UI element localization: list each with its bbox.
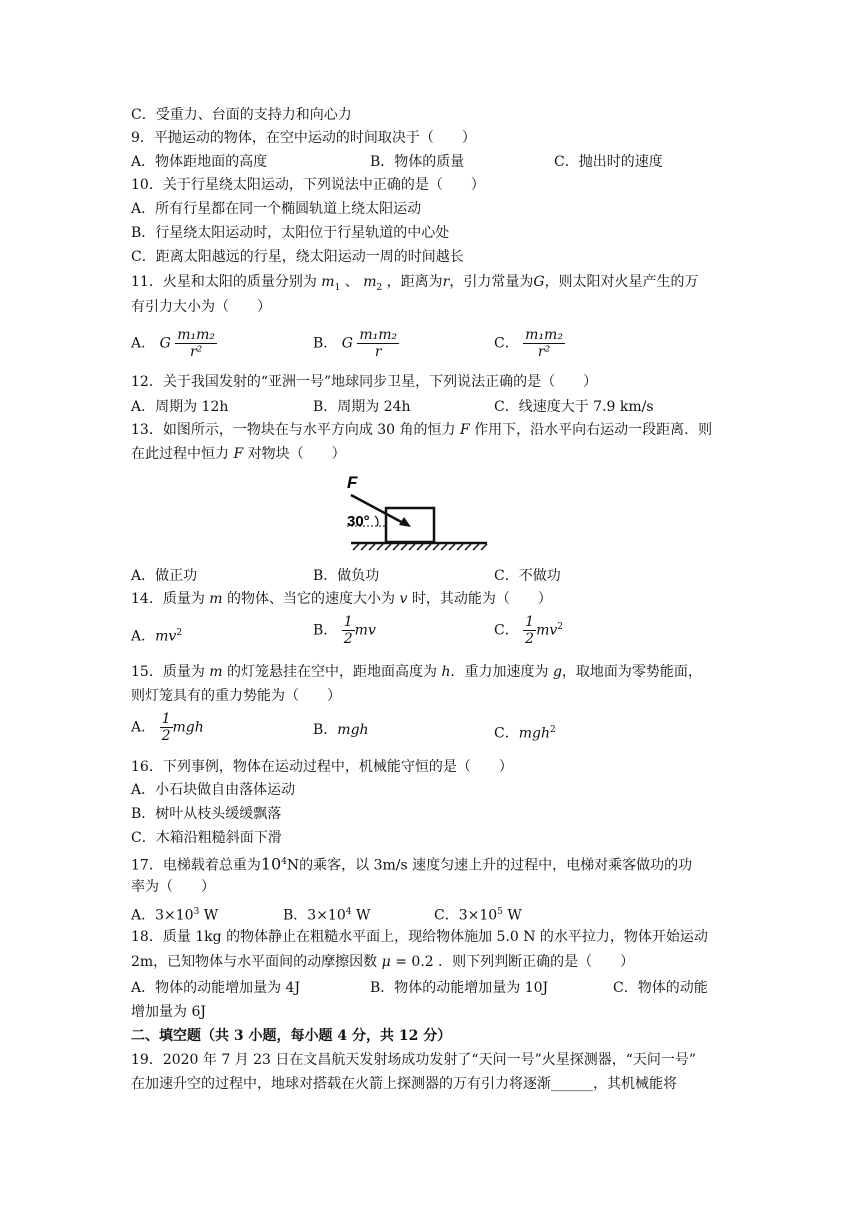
q15-stem-line2: 则灯笼具有的重力势能为（ ） bbox=[131, 688, 341, 704]
q10-stem: 10．关于行星绕太阳运动，下列说法中正确的是（ ） bbox=[131, 177, 485, 193]
q13-stem-line1: 13．如图所示，一物块在与水平方向成 30 角的恒力 F 作用下，沿水平向右运动一段距离．则 bbox=[131, 422, 713, 438]
q19-stem-line1: 19．2020 年 7 月 23 日在文昌航天发射场成功发射了“天问一号”火星探测器，“天问一号” bbox=[131, 1052, 697, 1068]
q9-stem: 9．平抛运动的物体，在空中运动的时间取决于（ ） bbox=[131, 130, 476, 146]
q14-option-c: C． $\frac{1}{2}$ $mv^2$ bbox=[494, 614, 564, 647]
q10-option-b: B．行星绕太阳运动时，太阳位于行星轨道的中心处 bbox=[131, 225, 450, 241]
q19-stem-line2: 在加速升空的过程中，地球对搭载在火箭上探测器的万有引力将逐渐______，其机械能将 bbox=[131, 1076, 677, 1092]
q14-option-b: B． $\frac{1}{2}$ mv bbox=[313, 614, 376, 647]
q13-option-b: B．做负功 bbox=[313, 568, 380, 584]
q12-option-a: A．周期为 12h bbox=[131, 399, 229, 415]
q13-figure bbox=[345, 470, 490, 560]
q12-option-b: B．周期为 24h bbox=[313, 399, 411, 415]
q18-stem-line2: 2m，已知物体与水平面间的动摩擦因数 μ = 0.2 ．则下列判断正确的是（ ） bbox=[131, 954, 635, 970]
q14-stem: 14．质量为 m 的物体、当它的速度大小为 v 时，其动能为（ ） bbox=[131, 591, 552, 607]
block bbox=[386, 508, 434, 542]
q14-option-a: A．$mv^2$ bbox=[131, 628, 183, 645]
q11-stem-line1: 11．火星和太阳的质量分别为 $m_1$ 、 $m_2$ ，距离为r，引力常量为G，则太阳对火星产生的万 bbox=[131, 274, 699, 293]
q9-option-a: A．物体距地面的高度 bbox=[131, 154, 268, 170]
q11-option-c: C． $\frac{\text{m₁m₂}}{\text{r²}}$ bbox=[494, 327, 563, 360]
q15-option-c: C．mgh$^2$ bbox=[494, 725, 556, 742]
angle-label: 30° bbox=[347, 513, 370, 530]
q10-option-a: A．所有行星都在同一个椭圆轨道上绕太阳运动 bbox=[131, 201, 422, 217]
section-2-heading: 二、填空题（共 3 小题，每小题 4 分，共 12 分） bbox=[131, 1028, 452, 1044]
q13-option-c: C．不做功 bbox=[494, 568, 561, 584]
q11-option-a: A． G $\frac{\text{m₁m₂}}{\text{r²}}$ bbox=[131, 327, 215, 360]
q9-option-b: B．物体的质量 bbox=[370, 154, 465, 170]
q13-option-a: A．做正功 bbox=[131, 568, 198, 584]
q8-option-c: C．受重力、台面的支持力和向心力 bbox=[131, 107, 352, 123]
q16-stem: 16．下列事例，物体在运动过程中，机械能守恒的是（ ） bbox=[131, 759, 513, 775]
q17-stem-line2: 率为（ ） bbox=[131, 879, 215, 895]
q15-option-a: A． $\frac{1}{2}$ mgh bbox=[131, 711, 204, 744]
q16-option-c: C．木箱沿粗糙斜面下滑 bbox=[131, 830, 282, 846]
q12-option-c: C．线速度大于 7.9 km/s bbox=[494, 399, 654, 415]
q17-option-c: C．$3\times 10^5$ W bbox=[434, 907, 522, 924]
q18-option-c: C．物体的动能 bbox=[613, 980, 708, 996]
q9-option-c: C．抛出时的速度 bbox=[554, 154, 663, 170]
q17-option-a: A．$3\times 10^3$ W bbox=[131, 907, 219, 924]
q15-stem-line1: 15．质量为 m 的灯笼悬挂在空中，距地面高度为 h．重力加速度为 g，取地面为零势能面， bbox=[131, 664, 702, 680]
q17-stem-line1: 17．电梯载着总重为$10^4N$的乘客，以 3m/s 速度匀速上升的过程中，电梯对乘客做功的功 bbox=[131, 854, 693, 874]
force-label: F bbox=[347, 473, 358, 492]
q11-option-b: B． G $\frac{\text{m₁m₂}}{r}$ bbox=[313, 327, 398, 360]
q18-option-c-continued: 增加量为 6J bbox=[131, 1004, 206, 1020]
q18-option-b: B．物体的动能增加量为 10J bbox=[370, 980, 549, 996]
q13-stem-line2: 在此过程中恒力 F 对物块（ ） bbox=[131, 446, 346, 462]
q18-option-a: A．物体的动能增加量为 4J bbox=[131, 980, 301, 996]
q11-stem-line2: 有引力大小为（ ） bbox=[131, 299, 271, 315]
q18-stem-line1: 18．质量 1kg 的物体静止在粗糙水平面上，现给物体施加 5.0 N 的水平拉力，物体开始运动 bbox=[131, 929, 708, 945]
angle-arc bbox=[375, 516, 378, 526]
ground-hatching bbox=[353, 544, 487, 550]
q16-option-a: A．小石块做自由落体运动 bbox=[131, 782, 296, 798]
q17-option-b: B．$3\times 10^4$ W bbox=[283, 907, 371, 924]
q10-option-c: C．距离太阳越远的行星，绕太阳运动一周的时间越长 bbox=[131, 249, 464, 265]
q15-option-b: B．mgh bbox=[313, 722, 369, 738]
q16-option-b: B．树叶从枝头缓缓飘落 bbox=[131, 806, 282, 822]
q12-stem: 12．关于我国发射的“亚洲一号”地球同步卫星，下列说法正确的是（ ） bbox=[131, 374, 598, 390]
